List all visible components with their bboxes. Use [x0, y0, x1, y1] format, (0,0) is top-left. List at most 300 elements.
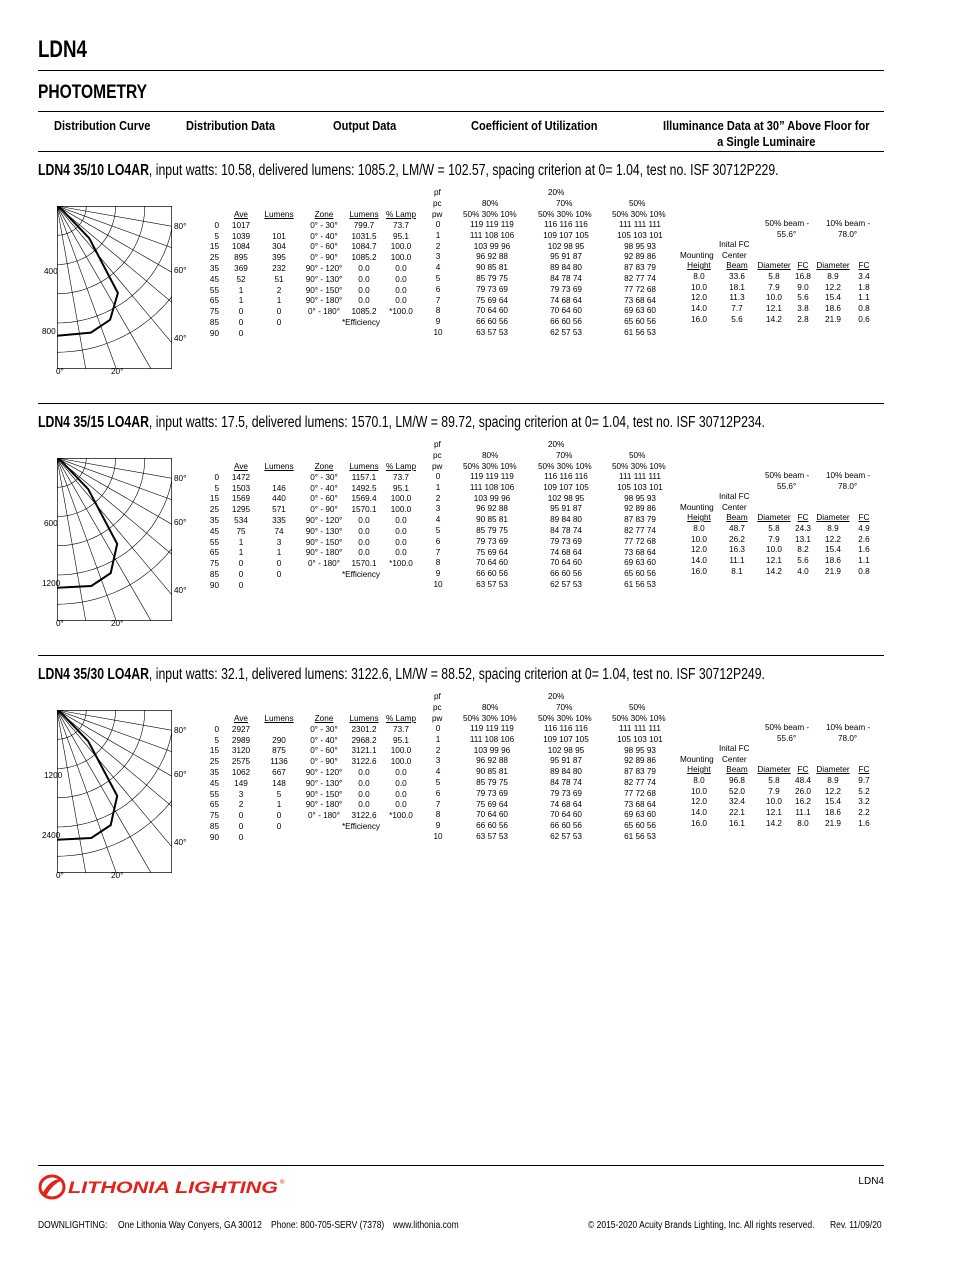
cu-values-cell: 85 79 75 — [476, 777, 508, 787]
illum-beam50: 50% beam - — [765, 219, 810, 228]
cu-spacer — [522, 821, 536, 832]
illuminance-cell: 7.9 — [768, 282, 780, 292]
table-row — [430, 317, 670, 328]
header-out-lumens: Lumens — [349, 462, 379, 471]
cu-spacer — [596, 472, 610, 483]
footer-website[interactable]: www.lithonia.com — [393, 1220, 459, 1231]
header-diameter-50: Diameter — [757, 261, 791, 270]
cu-spacer — [596, 494, 610, 505]
cu-spacer — [446, 767, 462, 778]
cu-values-cell: 70 64 60 — [550, 306, 582, 316]
polar-grid — [57, 710, 174, 875]
distribution-cell: 2575 — [231, 757, 251, 767]
distribution-cell: 25 — [209, 757, 219, 767]
efficiency-note: *Efficiency — [341, 569, 381, 579]
header-height: Height — [687, 513, 711, 522]
output-cell: 90° - 150° — [305, 789, 343, 799]
table-row — [430, 832, 670, 843]
illuminance-cell: 48.7 — [729, 523, 745, 533]
illuminance-cell: 18.6 — [825, 808, 841, 818]
cu-pw-label: pw — [432, 462, 443, 471]
table-row — [205, 484, 301, 495]
polar-curve — [57, 206, 118, 336]
table-row — [680, 272, 876, 283]
table-row — [430, 767, 670, 778]
output-cell: 1085.2 — [351, 307, 377, 317]
cu-pw-values: 50% 30% 10% — [538, 210, 592, 219]
table-row — [680, 315, 876, 326]
distribution-cell: 290 — [272, 735, 286, 745]
output-cell: 0.0 — [395, 296, 407, 306]
illuminance-cell: 8.0 — [693, 271, 705, 281]
polar-spoke-70 — [57, 458, 174, 561]
illuminance-cell: 26.2 — [729, 534, 745, 544]
cu-values-cell: 95 91 87 — [550, 252, 582, 262]
table-row — [303, 538, 419, 549]
polar-label-80: 80° — [174, 726, 187, 735]
cu-rcr-cell: 9 — [435, 821, 441, 831]
cu-values-cell: 66 60 56 — [550, 569, 582, 579]
table-row — [205, 264, 301, 275]
illum-initial-fc: Inital FC — [719, 744, 750, 753]
distribution-cell: 1295 — [231, 505, 251, 515]
table-row — [430, 548, 670, 559]
section-title: PHOTOMETRY — [38, 82, 148, 103]
efficiency-note: *Efficiency — [341, 317, 381, 327]
illuminance-cell: 14.2 — [766, 314, 782, 324]
header-height: Height — [687, 261, 711, 270]
cu-pc-label: pc — [433, 199, 442, 208]
table-header-row — [205, 714, 301, 725]
header-lamp: % Lamp — [385, 462, 417, 471]
distribution-cell: 35 — [209, 515, 219, 525]
table-row — [303, 559, 419, 570]
block-heading — [38, 414, 765, 432]
cu-table — [430, 724, 670, 843]
cu-values-cell: 62 57 53 — [550, 327, 582, 337]
table-row — [430, 526, 670, 537]
cu-values-cell: 98 95 93 — [624, 493, 656, 503]
table-row — [680, 283, 876, 294]
distribution-cell: 55 — [209, 789, 219, 799]
cu-rcr-cell: 3 — [435, 756, 441, 766]
cu-spacer — [596, 548, 610, 559]
table-row — [303, 494, 419, 505]
table-row — [303, 473, 419, 484]
cu-rcr-cell: 6 — [435, 536, 441, 546]
header-out-lumens: Lumens — [349, 714, 379, 723]
cu-spacer — [446, 580, 462, 591]
cu-values-cell: 111 108 106 — [469, 230, 515, 240]
cu-values-cell: 116 116 116 — [544, 472, 588, 481]
header-ave: Ave — [234, 210, 248, 219]
header-beam: Beam — [726, 513, 748, 522]
illuminance-cell: 11.1 — [795, 808, 811, 818]
distribution-cell: 1 — [276, 800, 282, 810]
cu-spacer — [522, 504, 536, 515]
illuminance-cell: 2.6 — [858, 534, 870, 544]
output-cell: 100.0 — [390, 757, 412, 767]
cu-pw-values: 50% 30% 10% — [538, 714, 592, 723]
illuminance-cell: 7.7 — [731, 304, 743, 314]
photometry-block — [0, 414, 980, 654]
distribution-cell: 5 — [214, 231, 219, 241]
header-beam: Beam — [726, 765, 748, 774]
cu-values-cell: 84 78 74 — [550, 777, 582, 787]
output-cell: 90° - 120° — [305, 515, 343, 525]
distribution-cell: 35 — [209, 767, 219, 777]
cu-pc-value: 50% — [629, 199, 646, 208]
illuminance-cell: 16.1 — [729, 818, 745, 828]
block-details: , input watts: 32.1, delivered lumens: 3122.6, LM/W = 88.52, spacing criterion at 0= 1.04, test no. ISF 30712P249. — [148, 666, 765, 683]
illum-mounting: Mounting — [680, 755, 714, 764]
distribution-cell: 75 — [209, 559, 219, 569]
illuminance-cell: 10.0 — [766, 797, 782, 807]
table-row — [430, 306, 670, 317]
illuminance-cell: 15.4 — [825, 545, 841, 555]
output-cell: 73.7 — [393, 472, 409, 482]
output-cell: 90° - 150° — [305, 285, 343, 295]
illuminance-cell: 4.9 — [858, 523, 870, 533]
cu-values-cell: 62 57 53 — [550, 579, 582, 589]
distribution-cell: 90 — [209, 328, 219, 338]
table-row — [205, 473, 301, 484]
table-row — [205, 800, 301, 811]
table-row — [205, 516, 301, 527]
brand-mark: ® — [280, 1180, 285, 1186]
cu-rcr-cell: 8 — [435, 306, 441, 316]
output-cell: 95.1 — [393, 231, 409, 241]
distribution-cell: 3120 — [231, 746, 251, 756]
footer-rule — [38, 1165, 884, 1166]
cu-pw-values: 50% 30% 10% — [463, 210, 517, 219]
cu-values-cell: 69 63 60 — [624, 810, 656, 820]
output-cell: 100.0 — [390, 253, 412, 263]
illuminance-cell: 32.4 — [729, 797, 745, 807]
distribution-cell: 232 — [272, 263, 286, 273]
table-row — [205, 736, 301, 747]
output-cell: 1157.1 — [351, 472, 377, 482]
cu-values-cell: 66 60 56 — [476, 821, 508, 831]
distribution-cell: 0 — [276, 821, 282, 831]
table-row — [303, 232, 419, 243]
cu-spacer — [446, 789, 462, 800]
table-row — [680, 776, 876, 787]
cu-spacer — [446, 317, 462, 328]
illuminance-cell: 8.0 — [797, 818, 809, 828]
illuminance-cell: 12.1 — [766, 556, 782, 566]
cu-spacer — [522, 778, 536, 789]
table-row — [303, 548, 419, 559]
footer-product-code: LDN4 — [858, 1176, 884, 1187]
cu-pf-label: pf — [434, 440, 441, 449]
distribution-data-table — [205, 210, 301, 340]
table-header-row — [205, 210, 301, 221]
cu-rcr-cell: 10 — [433, 831, 443, 841]
header-beam: Beam — [726, 261, 748, 270]
cu-rcr-cell: 4 — [435, 263, 441, 273]
output-cell: 0.0 — [358, 296, 370, 306]
illuminance-cell: 14.0 — [691, 556, 707, 566]
output-cell: 90° - 180° — [305, 800, 343, 810]
cu-values-cell: 92 89 86 — [624, 504, 656, 514]
illuminance-cell: 5.2 — [858, 786, 870, 796]
cu-rcr-cell: 10 — [433, 579, 443, 589]
illuminance-cell: 1.6 — [858, 818, 870, 828]
cu-values-cell: 96 92 88 — [476, 252, 508, 262]
cu-spacer — [522, 328, 536, 339]
cu-spacer — [522, 242, 536, 253]
cu-spacer — [446, 274, 462, 285]
cu-spacer — [522, 526, 536, 537]
distribution-cell: 1 — [238, 296, 244, 306]
table-row — [303, 253, 419, 264]
illuminance-cell: 96.8 — [729, 775, 745, 785]
illum-beam10-deg: 78.0° — [838, 734, 858, 743]
cu-spacer — [596, 789, 610, 800]
scale-label-1: 600 — [44, 519, 58, 528]
header-zone: Zone — [314, 210, 334, 219]
cu-spacer — [596, 483, 610, 494]
cu-values-cell: 73 68 64 — [624, 547, 656, 557]
illuminance-cell: 3.4 — [858, 271, 870, 281]
distribution-cell: 0 — [238, 328, 244, 338]
output-cell: 0.0 — [358, 767, 370, 777]
cu-spacer — [446, 526, 462, 537]
illum-center: Center — [722, 251, 747, 260]
cu-values-cell: 116 116 116 — [544, 724, 588, 733]
cu-spacer — [596, 504, 610, 515]
distribution-cell: 101 — [272, 231, 286, 241]
polar-label-80: 80° — [174, 222, 187, 231]
cu-values-cell: 87 83 79 — [624, 767, 656, 777]
table-row — [430, 580, 670, 591]
distribution-cell: 90 — [209, 580, 219, 590]
table-row — [205, 746, 301, 757]
cu-spacer — [522, 274, 536, 285]
illuminance-cell: 48.4 — [795, 775, 811, 785]
illum-beam10-deg: 78.0° — [838, 482, 858, 491]
cu-rcr-cell: 1 — [435, 734, 441, 744]
cu-values-cell: 61 56 53 — [624, 327, 656, 337]
illuminance-cell: 8.9 — [827, 775, 839, 785]
illum-beam10: 10% beam - — [826, 219, 871, 228]
illum-beam50: 50% beam - — [765, 723, 810, 732]
output-cell: 0.0 — [358, 537, 370, 547]
section-rule — [38, 111, 884, 112]
distribution-cell: 1 — [276, 548, 282, 558]
output-cell: 0.0 — [358, 526, 370, 536]
distribution-cell: 1503 — [231, 483, 251, 493]
table-row — [205, 527, 301, 538]
cu-spacer — [446, 220, 462, 231]
table-row — [303, 746, 419, 757]
output-cell: 2301.2 — [351, 724, 377, 734]
distribution-cell: 1039 — [231, 231, 251, 241]
illuminance-cell: 16.2 — [795, 797, 811, 807]
table-row — [303, 790, 419, 801]
illuminance-table — [680, 513, 876, 578]
header-lamp: % Lamp — [385, 714, 417, 723]
scale-label-1: 1200 — [44, 771, 63, 780]
table-row — [205, 505, 301, 516]
output-cell: 90° - 130° — [305, 778, 343, 788]
header-diameter-50: Diameter — [757, 765, 791, 774]
output-cell: 0° - 60° — [310, 242, 338, 252]
output-data-table — [303, 462, 419, 581]
output-cell: 0.0 — [358, 778, 370, 788]
cu-values-cell: 79 73 69 — [550, 536, 582, 546]
illuminance-cell: 12.2 — [825, 534, 841, 544]
illuminance-cell: 12.0 — [691, 293, 707, 303]
cu-spacer — [596, 526, 610, 537]
cu-spacer — [446, 472, 462, 483]
cu-pf-label: pf — [434, 188, 441, 197]
cu-values-cell: 90 85 81 — [476, 515, 508, 525]
table-row — [430, 735, 670, 746]
cu-spacer — [446, 821, 462, 832]
cu-values-cell: 111 108 106 — [469, 734, 515, 744]
header-diameter-50: Diameter — [757, 513, 791, 522]
distribution-cell: 55 — [209, 285, 219, 295]
output-cell: 0° - 180° — [307, 559, 341, 569]
cu-spacer — [596, 537, 610, 548]
output-cell: *100.0 — [389, 307, 413, 317]
cu-pw-values: 50% 30% 10% — [538, 462, 592, 471]
polar-label-60: 60° — [174, 266, 187, 275]
cu-rcr-cell: 6 — [435, 788, 441, 798]
illuminance-cell: 8.9 — [827, 523, 839, 533]
cu-spacer — [596, 580, 610, 591]
distribution-cell: 2927 — [231, 724, 251, 734]
table-header-row — [680, 261, 876, 272]
illum-beam50: 50% beam - — [765, 471, 810, 480]
illuminance-cell: 14.0 — [691, 808, 707, 818]
cu-spacer — [522, 537, 536, 548]
cu-rcr-cell: 8 — [435, 558, 441, 568]
cu-spacer — [522, 296, 536, 307]
illuminance-cell: 3.8 — [797, 304, 809, 314]
table-row — [303, 725, 419, 736]
block-heading — [38, 666, 765, 684]
cu-values-cell: 79 73 69 — [550, 284, 582, 294]
distribution-cell: 395 — [272, 253, 286, 263]
table-row — [430, 537, 670, 548]
cu-spacer — [522, 746, 536, 757]
cu-values-cell: 84 78 74 — [550, 273, 582, 283]
distribution-cell: 25 — [209, 505, 219, 515]
block-model: LDN4 35/10 LO4AR — [38, 162, 149, 179]
cu-spacer — [596, 317, 610, 328]
cu-spacer — [446, 483, 462, 494]
cu-values-cell: 98 95 93 — [624, 745, 656, 755]
polar-label-20: 20° — [111, 871, 124, 880]
cu-rcr-cell: 0 — [435, 724, 441, 733]
polar-label-0: 0° — [56, 367, 64, 376]
distribution-cell: 0 — [276, 569, 282, 579]
cu-rcr-cell: 8 — [435, 810, 441, 820]
cu-spacer — [596, 746, 610, 757]
table-row — [303, 516, 419, 527]
output-cell: 0° - 30° — [310, 724, 338, 734]
cu-values-cell: 96 92 88 — [476, 756, 508, 766]
output-cell: 100.0 — [390, 494, 412, 504]
header-fc-50: FC — [797, 513, 809, 522]
output-cell: 0.0 — [358, 548, 370, 558]
illuminance-cell: 12.2 — [825, 282, 841, 292]
cu-spacer — [522, 263, 536, 274]
distribution-cell: 148 — [272, 778, 286, 788]
cu-spacer — [446, 263, 462, 274]
table-row — [430, 483, 670, 494]
cu-spacer — [446, 537, 462, 548]
cu-rcr-cell: 3 — [435, 504, 441, 514]
table-row — [303, 286, 419, 297]
output-cell: 0° - 90° — [310, 757, 338, 767]
cu-spacer — [446, 778, 462, 789]
distribution-cell: 1084 — [231, 242, 251, 252]
cu-rcr-cell: 9 — [435, 317, 441, 327]
cu-spacer — [522, 735, 536, 746]
output-cell: 0.0 — [395, 778, 407, 788]
cu-spacer — [522, 317, 536, 328]
cu-values-cell: 63 57 53 — [476, 327, 508, 337]
cu-spacer — [446, 296, 462, 307]
distribution-cell: 667 — [272, 767, 286, 777]
distribution-cell: 0 — [276, 317, 282, 327]
cu-rcr-cell: 5 — [435, 273, 441, 283]
cu-values-cell: 92 89 86 — [624, 756, 656, 766]
output-cell: 0.0 — [358, 274, 370, 284]
cu-spacer — [522, 756, 536, 767]
cu-spacer — [446, 231, 462, 242]
cu-values-cell: 70 64 60 — [476, 810, 508, 820]
table-row — [205, 790, 301, 801]
cu-pc-label: pc — [433, 451, 442, 460]
illuminance-cell: 1.8 — [858, 282, 870, 292]
table-row — [205, 570, 301, 581]
block-divider — [38, 403, 884, 404]
distribution-cell: 0 — [238, 317, 244, 327]
table-row — [205, 307, 301, 318]
output-cell: 799.7 — [353, 220, 375, 230]
illuminance-cell: 10.0 — [691, 534, 707, 544]
table-row — [430, 789, 670, 800]
cu-values-cell: 63 57 53 — [476, 831, 508, 841]
distribution-cell: 85 — [209, 317, 219, 327]
distribution-data-table — [205, 462, 301, 592]
table-row — [205, 232, 301, 243]
illuminance-cell: 8.2 — [797, 545, 809, 555]
cu-spacer — [522, 548, 536, 559]
cu-values-cell: 77 72 68 — [624, 536, 656, 546]
table-row — [303, 527, 419, 538]
table-row — [205, 779, 301, 790]
header-fc-50: FC — [797, 261, 809, 270]
cu-rcr-cell: 1 — [435, 230, 441, 240]
output-cell: 1031.5 — [351, 231, 377, 241]
cu-spacer — [596, 242, 610, 253]
distribution-cell: 0 — [276, 559, 282, 569]
table-header-row — [680, 513, 876, 524]
header-out-lumens: Lumens — [349, 210, 379, 219]
cu-values-cell: 92 89 86 — [624, 252, 656, 262]
polar-distribution-curve — [55, 708, 174, 875]
table-row — [430, 328, 670, 339]
columns-rule — [38, 151, 884, 152]
cu-values-cell: 102 98 95 — [547, 493, 585, 503]
polar-spoke-80 — [57, 206, 174, 258]
